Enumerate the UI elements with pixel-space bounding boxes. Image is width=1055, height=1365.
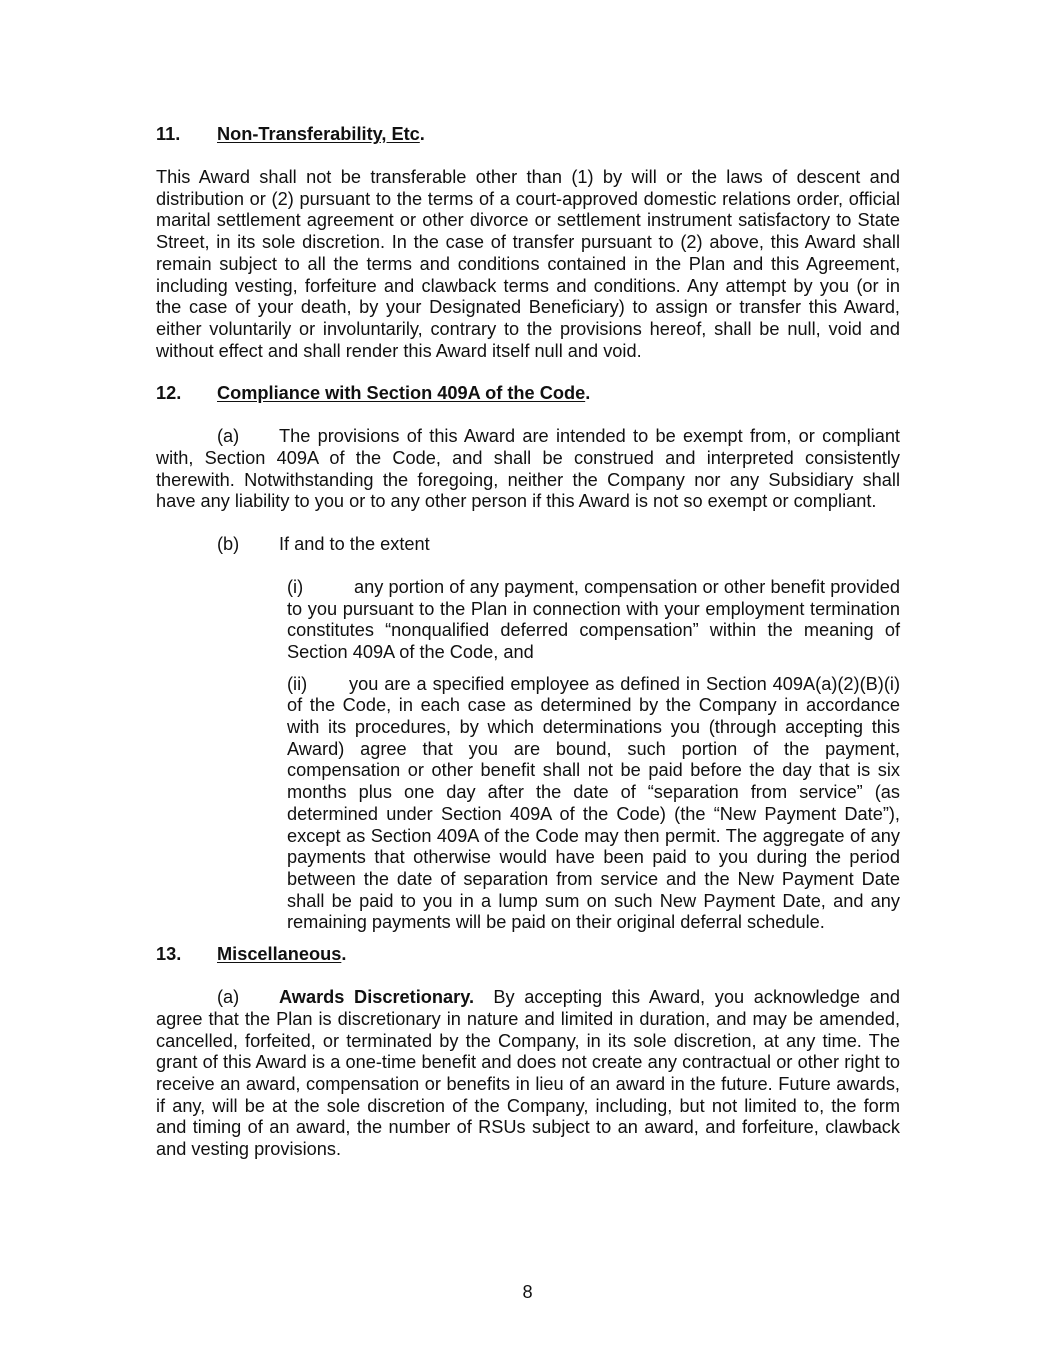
section-13a-paragraph xyxy=(156,987,900,1161)
document-page xyxy=(156,124,900,1161)
section-13-title: Miscellaneous. xyxy=(217,944,347,965)
section-12a-paragraph xyxy=(156,426,900,513)
section-12b-ii-label: (ii) xyxy=(287,673,308,694)
section-12-title: Compliance with Section 409A of the Code. xyxy=(217,383,591,404)
section-12b-ii-paragraph xyxy=(287,674,900,934)
section-12b-i-paragraph xyxy=(287,577,900,664)
section-12b-paragraph xyxy=(156,534,900,556)
section-12b-i-label: (i) xyxy=(287,576,304,597)
section-12b-i-text: any portion of any payment, compensation or other benefit provided to you pursuant to the Plan in connection with your employment termination constitutes “nonqualified deferred compensation” within the meaning of Section 409A of the Code, and xyxy=(287,576,900,662)
section-12-number: 12. xyxy=(156,383,182,404)
section-12b-ii-text: you are a specified employee as defined in Section 409A(a)(2)(B)(i) of the Code, in each case as determined by the Company in accordance with its procedures, by which determinations you (through accepting this Award) agree that you are bound, such portion of the payment, compensation or other benefit shall not be paid before the day that is six months plus one day after the date of “separation from service” (as determined under Section 409A of the Code) (the “New Payment Date”), except as Section 409A of the Code may then permit. The aggregate of any payments that otherwise would have been paid to you during the period between the date of separation from service and the New Payment Date shall be paid to you in a lump sum on such New Payment Date, and any remaining payments will be paid on their original deferral schedule. xyxy=(287,673,900,933)
section-12b-i-block xyxy=(287,577,900,664)
section-12a-label: (a) xyxy=(217,426,240,447)
section-11-heading xyxy=(156,124,900,146)
section-11-title: Non-Transferability, Etc. xyxy=(217,124,425,144)
section-11-number: 11. xyxy=(156,124,181,144)
section-12b-label: (b) xyxy=(217,534,240,555)
section-13-heading xyxy=(156,944,900,966)
section-11-body: This Award shall not be transferable other than (1) by will or the laws of descent and distribution or (2) pursuant to the terms of a court-approved domestic relations order, official marital settlement agreement or other divorce or settlement instrument satisfactory to State Street, in its sole discretion. In the case of transfer pursuant to (2) above, this Award shall remain subject to all the terms and conditions contained in the Plan and this Agreement, including vesting, forfeiture and clawback terms and conditions. Any attempt by you (or in the case of your death, by your Designated Beneficiary) to assign or transfer this Award, either voluntarily or involuntarily, contrary to the provisions hereof, shall be null, void and without effect and shall render this Award itself null and void. xyxy=(156,167,900,361)
section-13a-text: By accepting this Award, you acknowledge and agree that the Plan is discretionary in nature and limited in duration, and may be amended, cancelled, forfeited, or terminated by the Company, in its sole discretion, at any time. The grant of this Award is a one-time benefit and does not create any contractual or other right to receive an award, compensation or benefits in lieu of an award in the future. Future awards, if any, will be at the sole discretion of the Company, including, but not limited to, the form and timing of an award, the number of RSUs subject to an award, and forfeiture, clawback and vesting provisions. xyxy=(156,987,901,1160)
section-13a-heading: Awards Discretionary. xyxy=(279,987,475,1008)
section-12a-text: The provisions of this Award are intended to be exempt from, or compliant with, Section 409A of the Code, and shall be construed and interpreted consistently therewith. Notwithstanding the foregoing, neither the Company nor any Subsidiary shall have any liability to you or to any other person if this Award is not so exempt or compliant. xyxy=(156,426,900,512)
section-12b-text: If and to the extent xyxy=(279,534,430,555)
section-12-heading xyxy=(156,383,900,405)
section-12b-ii-block xyxy=(287,674,900,934)
section-13-number: 13. xyxy=(156,944,182,965)
page-number: 8 xyxy=(522,1282,533,1302)
section-13a-label: (a) xyxy=(217,987,240,1008)
